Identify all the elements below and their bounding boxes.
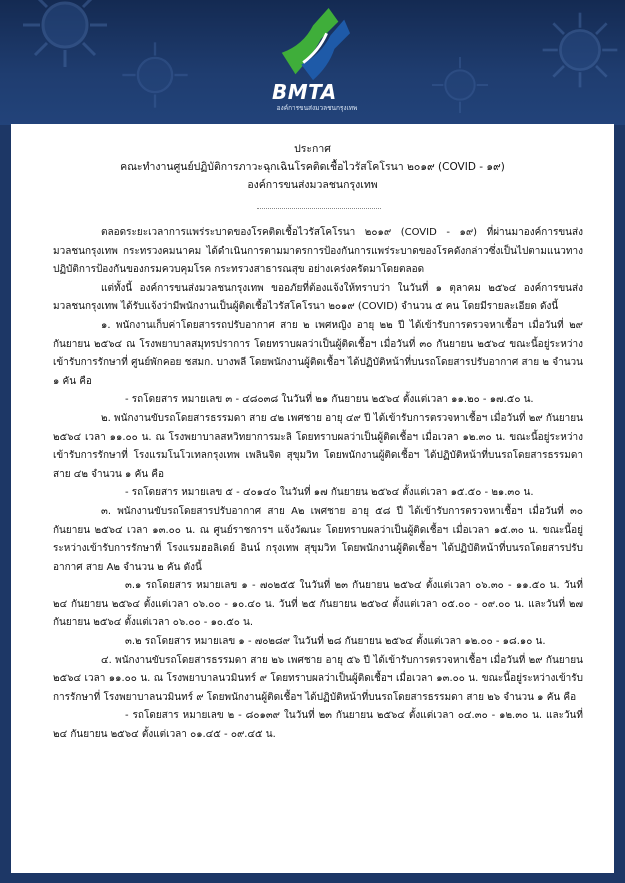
case-1-bus: - รถโดยสาร หมายเลข ๓ - ๔๘๐๓๘ ในวันที่ ๒๑ กันยายน ๒๕๖๔ ตั้งแต่เวลา ๑๑.๒๐ - ๑๗.๕๐ น. (125, 394, 534, 406)
title-line-2: คณะทำงานศูนย์ปฏิบัติการภาวะฉุกเฉินโรคติดเชื้อไวรัสโคโรนา ๒๐๑๙ (COVID - ๑๙) (120, 161, 505, 173)
case-3-bus-2: ๓.๒ รถโดยสาร หมายเลข ๑ - ๗๐๒๘๙ ในวันที่ ๒๘ กันยายน ๒๕๖๔ ตั้งแต่เวลา ๑๒.๐๐ - ๑๘.๑๐ น. (125, 636, 546, 648)
logo-subtitle: องค์การขนส่งมวลชนกรุงเทพ (276, 104, 358, 112)
virus-icon (20, 0, 110, 70)
case-2: ๒. พนักงานขับรถโดยสารธรรมดา สาย ๔๒ เพศชาย อายุ ๔๙ ปี ได้เข้ารับการตรวจหาเชื้อฯ เมื่อวันที่ ๒๙ กันยายน ๒๕๖๔ เวลา ๑๑.๐๐ น. ณ โรงพยาบาลสหวิทยาการมะลิ โดยทราบผลว่าเป็นผู้ติดเชื้อฯ เมื่อเวลา ๑๒.๓๐ น. ขณะนี้อยู่ระหว่างเข้ารับการรักษาที่ โรงแรมโนโวเทลกรุงเทพ เพลินจิต สุขุมวิท โดยพนักงานผู้ติดเชื้อฯ ได้ปฏิบัติหน้าที่บนรถโดยสารธรรมดา สาย ๔๒ จำนวน ๑ คัน คือ (53, 412, 583, 480)
case-3-bus-1: ๓.๑ รถโดยสาร หมายเลข ๑ - ๗๐๒๕๕ ในวันที่ ๒๓ กันยายน ๒๕๖๔ ตั้งแต่เวลา ๐๖.๓๐ - ๑๑.๕๐ น. วันที่ ๒๔ กันยายน ๒๕๖๔ ตั้งแต่เวลา ๐๖.๐๐ - ๑๐.๔๐ น. วันที่ ๒๕ กันยายน ๒๕๖๔ ตั้งแต่เวลา ๐๕.๐๐ - ๐๙.๐๐ น. และวันที่ ๒๗ กันยายน ๒๕๖๔ ตั้งแต่เวลา ๐๖.๐๐ - ๑๐.๕๐ น. (53, 580, 583, 629)
case-4: ๔. พนักงานขับรถโดยสารธรรมดา สาย ๒๖ เพศชาย อายุ ๕๖ ปี ได้เข้ารับการตรวจหาเชื้อฯ เมื่อวันที่ ๒๙ กันยายน ๒๕๖๔ เวลา ๑๑.๐๐ น. ณ โรงพยาบาลนวมินทร์ ๙ โดยทราบผลว่าเป็นผู้ติดเชื้อฯ เมื่อเวลา ๑๓.๐๐ น. ขณะนี้อยู่ระหว่างเข้ารับการรักษาที่ โรงพยาบาลนวมินทร์ ๙ โดยพนักงานผู้ติดเชื้อฯ ได้ปฏิบัติหน้าที่บนรถโดยสารธรรมดา สาย ๒๖ จำนวน ๑ คัน คือ (53, 654, 583, 703)
paragraph-notice: แต่ทั้งนี้ องค์การขนส่งมวลชนกรุงเทพ ขออภัยที่ต้องแจ้งให้ทราบว่า ในวันที่ ๑ ตุลาคม ๒๕๖๔ องค์การขนส่งมวลชนกรุงเทพ ได้รับแจ้งว่ามีพนักงานเป็นผู้ติดเชื้อไวรัสโคโรนา ๒๐๑๙ (COVID) จำนวน ๕ คน โดยมีรายละเอียด ดังนี้ (53, 282, 583, 313)
title-line-3: องค์การขนส่งมวลชนกรุงเทพ (247, 179, 378, 191)
case-4-bus: - รถโดยสาร หมายเลข ๒ - ๘๐๑๓๙ ในวันที่ ๒๓ กันยายน ๒๕๖๔ ตั้งแต่เวลา ๐๔.๓๐ - ๑๒.๓๐ น. และวันที่ ๒๔ กันยายน ๒๕๖๔ ตั้งแต่เวลา ๐๑.๔๕ - ๐๙.๔๕ น. (53, 710, 583, 741)
bmta-logo-icon (274, 6, 352, 84)
title-line-1: ประกาศ (294, 143, 331, 155)
announcement-title (11, 140, 614, 194)
virus-icon (430, 55, 490, 115)
header-banner (0, 0, 625, 125)
virus-icon (540, 10, 620, 90)
virus-icon (120, 40, 190, 110)
title-divider (257, 208, 381, 209)
paragraph-intro: ตลอดระยะเวลาการแพร่ระบาดของโรคติดเชื้อไวรัสโคโรนา ๒๐๑๙ (COVID - ๑๙) ที่ผ่านมาองค์การขนส่งมวลชนกรุงเทพ กระทรวงคมนาคม ได้ดำเนินการตามมาตรการป้องกันการแพร่ระบาดของโรคดังกล่าวซึ่งเป็นไปตามแนวทางปฏิบัติการป้องกันของกรมควบคุมโรค กระทรวงสาธารณสุข อย่างเคร่งครัดมาโดยตลอด (53, 227, 583, 276)
case-2-bus: - รถโดยสาร หมายเลข ๕ - ๔๐๑๔๐ ในวันที่ ๑๗ กันยายน ๒๕๖๔ ตั้งแต่เวลา ๑๕.๕๐ - ๒๑.๓๐ น. (125, 487, 534, 499)
case-1: ๑. พนักงานเก็บค่าโดยสารรถปรับอากาศ สาย ๒ เพศหญิง อายุ ๒๒ ปี ได้เข้ารับการตรวจหาเชื้อฯ เมื่อวันที่ ๒๙ กันยายน ๒๕๖๔ ณ โรงพยาบาลสมุทรปราการ โดยทราบผลว่าเป็นผู้ติดเชื้อฯ เมื่อวันที่ ๓๐ กันยายน ๒๕๖๔ ขณะนี้อยู่ระหว่างเข้ารับการรักษาที่ ศูนย์พักคอย ชสมก. บางพลี โดยพนักงานผู้ติดเชื้อฯ ได้ปฏิบัติหน้าที่บนรถโดยสารปรับอากาศ สาย ๒ จำนวน ๑ คัน คือ (53, 319, 584, 387)
case-3: ๓. พนักงานขับรถโดยสารปรับอากาศ สาย A๒ เพศชาย อายุ ๕๘ ปี ได้เข้ารับการตรวจหาเชื้อฯ เมื่อวันที่ ๓๐ กันยายน ๒๕๖๔ เวลา ๑๓.๐๐ น. ณ ศูนย์ราชการฯ แจ้งวัฒนะ โดยทราบผลว่าเป็นผู้ติดเชื้อฯ เมื่อเวลา ๑๕.๓๐ น. ขณะนี้อยู่ระหว่างเข้ารับการรักษาที่ โรงแรมฮอลิเดย์ อินน์ กรุงเทพ สุขุมวิท โดยพนักงานผู้ติดเชื้อฯ ได้ปฏิบัติหน้าที่บนรถโดยสารปรับอากาศ สาย A๒ จำนวน ๒ คัน ดังนี้ (53, 505, 583, 573)
announcement-document (11, 124, 614, 873)
announcement-body (53, 224, 583, 745)
logo-text: BMTA (272, 80, 337, 104)
